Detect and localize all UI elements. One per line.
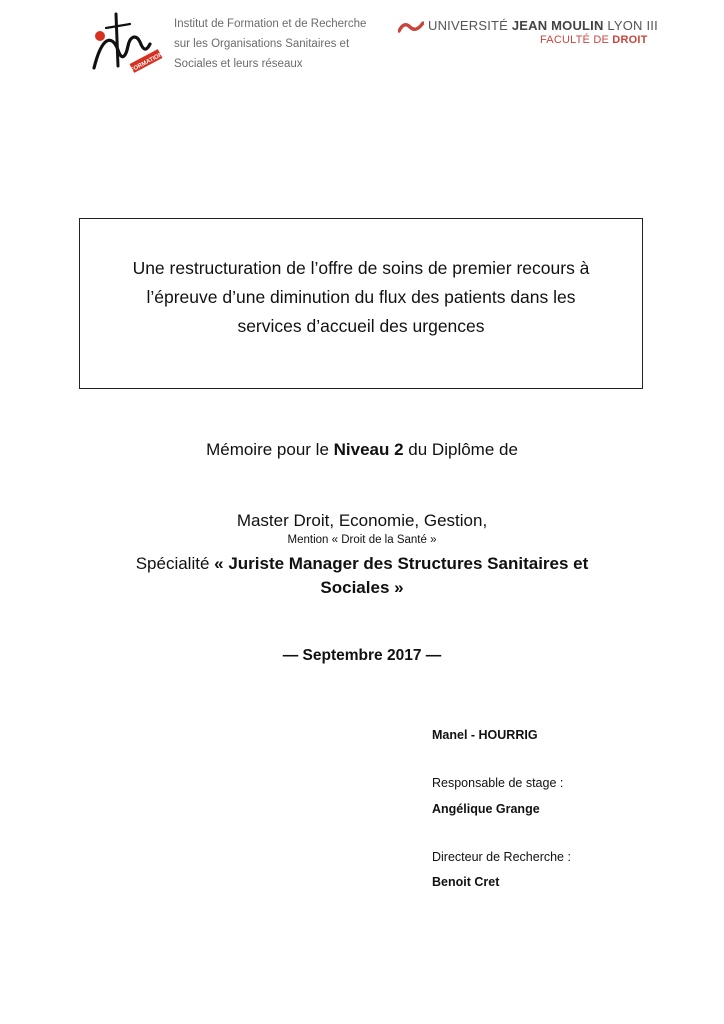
svg-text:FORMATION: FORMATION (129, 51, 164, 74)
memoire-suffix: du Diplôme de (403, 440, 518, 459)
title-line-2: l’épreuve d’une diminution du flux des patients dans les (146, 287, 576, 307)
faculty-name (540, 34, 698, 46)
speciality-line (0, 552, 724, 600)
master-line: Master Droit, Economie, Gestion, (236, 511, 488, 530)
title-line-1: Une restructuration de l’offre de soins de premier recours à (132, 258, 590, 278)
memoire-prefix: Mémoire pour le (206, 440, 334, 459)
supervisor-label: Responsable de stage : (432, 776, 564, 790)
speciality-name-1: « Juriste Manager des Structures Sanitaires et (214, 554, 589, 573)
institute-line-2: sur les Organisations Sanitaires et (174, 38, 350, 50)
title-line-3: services d’accueil des urgences (237, 316, 485, 336)
memoire-level: Niveau 2 (333, 440, 404, 459)
institute-name (174, 14, 404, 74)
university-logo (398, 18, 698, 46)
university-bold: JEAN MOULIN (511, 18, 604, 33)
director-label: Directeur de Recherche : (432, 850, 571, 864)
title-box (79, 218, 643, 389)
university-suffix: LYON III (603, 18, 658, 33)
speciality-name-2: Sociales » (320, 578, 404, 597)
university-prefix: UNIVERSITÉ (428, 18, 512, 33)
director-name: Benoit Cret (432, 875, 500, 889)
ifross-logo (88, 6, 164, 82)
date-line: — Septembre 2017 — (282, 647, 442, 664)
institute-line-1: Institut de Formation et de Recherche (174, 18, 367, 30)
university-mark-icon (398, 19, 424, 33)
faculty-bold: DROIT (612, 34, 648, 46)
memoire-line (0, 440, 724, 460)
thesis-title (80, 254, 642, 341)
supervisor-name: Angélique Grange (432, 802, 540, 816)
institute-line-3: Sociales et leurs réseaux (174, 58, 303, 70)
author-name: Manel - HOURRIG (432, 728, 538, 742)
mention-line: Mention « Droit de la Santé » (287, 534, 437, 546)
speciality-prefix: Spécialité (135, 554, 215, 573)
faculty-prefix: FACULTÉ DE (540, 34, 613, 46)
